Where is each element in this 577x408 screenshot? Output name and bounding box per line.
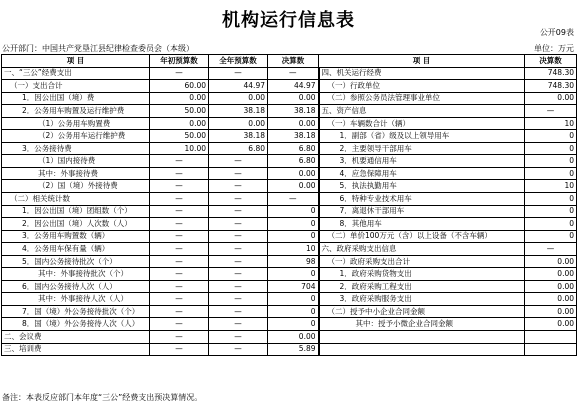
- final-amount-cell: 6.80: [268, 142, 319, 155]
- right-final-amount-cell: —: [525, 105, 577, 118]
- right-final-amount-cell: 748.30: [525, 80, 577, 93]
- initial-budget-cell: —: [150, 331, 209, 344]
- final-amount-cell: 98: [268, 255, 319, 268]
- final-amount-cell: 6.80: [268, 155, 319, 168]
- table-row: [2, 255, 577, 268]
- right-final-amount-cell: 0.00: [525, 268, 577, 281]
- initial-budget-cell: —: [150, 167, 209, 180]
- left-item-cell: 3．公务接待费: [2, 142, 150, 155]
- right-final-amount-cell: 0.00: [525, 318, 577, 331]
- left-item-cell: 8．国（境）外公务接待人次（人）: [2, 318, 150, 331]
- right-item-cell: （一）车辆数合计（辆）: [319, 117, 525, 130]
- table-header-row: [2, 55, 577, 68]
- table-row: [2, 67, 577, 80]
- table-row: [2, 305, 577, 318]
- initial-budget-cell: —: [150, 268, 209, 281]
- left-item-cell: 二、会议费: [2, 331, 150, 344]
- table-row: [2, 130, 577, 143]
- right-item-cell: 3．政府采购服务支出: [319, 293, 525, 306]
- right-item-cell: 五、资产信息: [319, 105, 525, 118]
- initial-budget-cell: —: [150, 193, 209, 206]
- table-row: [2, 280, 577, 293]
- final-amount-cell: 0: [268, 318, 319, 331]
- final-amount-cell: 0.00: [268, 180, 319, 193]
- final-amount-cell: 0.00: [268, 331, 319, 344]
- left-item-cell: （一）支出合计: [2, 80, 150, 93]
- right-item-cell: 其中：授予小微企业合同金额: [319, 318, 525, 331]
- annual-budget-cell: —: [209, 205, 268, 218]
- left-item-cell: 其中：外事接待批次（个）: [2, 268, 150, 281]
- right-item-cell: （一）行政单位: [319, 80, 525, 93]
- initial-budget-cell: 60.00: [150, 80, 209, 93]
- final-amount-cell: —: [268, 67, 319, 80]
- unit-name-label: 公开部门：中国共产党垦江县纪律检查委员会（本级）: [2, 44, 194, 53]
- table-row: [2, 80, 577, 93]
- initial-budget-cell: —: [150, 343, 209, 356]
- final-amount-cell: 0.00: [268, 167, 319, 180]
- table-row: [2, 105, 577, 118]
- left-item-cell: 一、“三公”经费支出: [2, 67, 150, 80]
- annual-budget-cell: —: [209, 243, 268, 256]
- left-item-cell: 1．因公出国（境）费: [2, 92, 150, 105]
- right-final-amount-cell: —: [525, 243, 577, 256]
- right-final-amount-cell: 0.00: [525, 305, 577, 318]
- table-row: [2, 293, 577, 306]
- annual-budget-cell: —: [209, 155, 268, 168]
- annual-budget-cell: —: [209, 193, 268, 206]
- annual-budget-cell: —: [209, 293, 268, 306]
- right-item-cell: 1．政府采购货物支出: [319, 268, 525, 281]
- annual-budget-cell: —: [209, 67, 268, 80]
- initial-budget-cell: —: [150, 218, 209, 231]
- table-row: [2, 205, 577, 218]
- final-amount-cell: —: [268, 193, 319, 206]
- right-final-amount-cell: 0: [525, 205, 577, 218]
- initial-budget-cell: 10.00: [150, 142, 209, 155]
- left-item-cell: 7．国（境）外公务接待批次（个）: [2, 305, 150, 318]
- left-item-cell: 5．国内公务接待批次（个）: [2, 255, 150, 268]
- right-item-cell: 8．其他用车: [319, 218, 525, 231]
- page-title: 机构运行信息表: [222, 10, 355, 31]
- right-final-amount-cell: 0.00: [525, 293, 577, 306]
- final-amount-cell: 0: [268, 293, 319, 306]
- annual-budget-cell: 0.00: [209, 117, 268, 130]
- table-row: [2, 218, 577, 231]
- annual-budget-cell: —: [209, 331, 268, 344]
- table-row: [2, 155, 577, 168]
- final-amount-cell: 44.97: [268, 80, 319, 93]
- right-final-amount-cell: 10: [525, 117, 577, 130]
- header-item-right: 项 目: [319, 55, 525, 68]
- report-body: [2, 67, 577, 356]
- left-item-cell: 2．因公出国（境）人次数（人）: [2, 218, 150, 231]
- right-item-cell: 5．执法执勤用车: [319, 180, 525, 193]
- right-item-cell: 2．政府采购工程支出: [319, 280, 525, 293]
- form-id-label: 公开09表: [539, 28, 574, 37]
- table-row: [2, 167, 577, 180]
- initial-budget-cell: 50.00: [150, 105, 209, 118]
- initial-budget-cell: —: [150, 205, 209, 218]
- annual-budget-cell: —: [209, 280, 268, 293]
- left-item-cell: 1．因公出国（境）团组数（个）: [2, 205, 150, 218]
- left-item-cell: （2）国（境）外接待费: [2, 180, 150, 193]
- annual-budget-cell: —: [209, 255, 268, 268]
- initial-budget-cell: —: [150, 67, 209, 80]
- right-final-amount-cell: 0: [525, 155, 577, 168]
- initial-budget-cell: —: [150, 280, 209, 293]
- right-item-cell: （一）政府采购支出合计: [319, 255, 525, 268]
- right-final-amount-cell: 0: [525, 218, 577, 231]
- right-final-amount-cell: 0: [525, 230, 577, 243]
- table-row: [2, 117, 577, 130]
- final-amount-cell: 5.89: [268, 343, 319, 356]
- initial-budget-cell: 50.00: [150, 130, 209, 143]
- final-amount-cell: 0.00: [268, 92, 319, 105]
- right-item-cell: [319, 343, 525, 356]
- initial-budget-cell: —: [150, 230, 209, 243]
- initial-budget-cell: 0.00: [150, 117, 209, 130]
- left-item-cell: （1）国内接待费: [2, 155, 150, 168]
- initial-budget-cell: —: [150, 243, 209, 256]
- table-row: [2, 331, 577, 344]
- header-item-left: 项 目: [2, 55, 150, 68]
- annual-budget-cell: —: [209, 268, 268, 281]
- final-amount-cell: 0: [268, 218, 319, 231]
- annual-budget-cell: —: [209, 318, 268, 331]
- left-item-cell: （二）相关统计数: [2, 193, 150, 206]
- left-item-cell: （2）公务用车运行维护费: [2, 130, 150, 143]
- initial-budget-cell: —: [150, 155, 209, 168]
- header-final-right: 决算数: [525, 55, 577, 68]
- right-final-amount-cell: 0.00: [525, 280, 577, 293]
- initial-budget-cell: —: [150, 305, 209, 318]
- left-item-cell: 其中：外事接待人次（人）: [2, 293, 150, 306]
- annual-budget-cell: 38.18: [209, 130, 268, 143]
- left-item-cell: 4．公务用车保有量（辆）: [2, 243, 150, 256]
- right-final-amount-cell: 0: [525, 130, 577, 143]
- right-final-amount-cell: [525, 331, 577, 344]
- left-item-cell: 3．公务用车购置数（辆）: [2, 230, 150, 243]
- initial-budget-cell: —: [150, 318, 209, 331]
- final-amount-cell: 38.18: [268, 130, 319, 143]
- final-amount-cell: 0: [268, 205, 319, 218]
- annual-budget-cell: —: [209, 218, 268, 231]
- right-item-cell: 六、政府采购支出信息: [319, 243, 525, 256]
- right-final-amount-cell: 0: [525, 167, 577, 180]
- annual-budget-cell: 38.18: [209, 105, 268, 118]
- right-item-cell: （二）单价100万元（含）以上设备（不含车辆）: [319, 230, 525, 243]
- initial-budget-cell: 0.00: [150, 92, 209, 105]
- right-final-amount-cell: 10: [525, 180, 577, 193]
- final-amount-cell: 10: [268, 243, 319, 256]
- table-row: [2, 243, 577, 256]
- right-final-amount-cell: 0: [525, 193, 577, 206]
- right-item-cell: （二）授予中小企业合同金额: [319, 305, 525, 318]
- right-item-cell: 4．应急保障用车: [319, 167, 525, 180]
- annual-budget-cell: —: [209, 167, 268, 180]
- annual-budget-cell: —: [209, 305, 268, 318]
- table-row: [2, 230, 577, 243]
- annual-budget-cell: —: [209, 343, 268, 356]
- report-table: [1, 54, 577, 356]
- final-amount-cell: 0: [268, 305, 319, 318]
- table-row: [2, 318, 577, 331]
- table-row: [2, 142, 577, 155]
- final-amount-cell: 0.00: [268, 117, 319, 130]
- footnote: 备注：本表反应部门本年度“三公”经费支出预决算情况。: [2, 393, 203, 402]
- right-item-cell: 1．副部（省）级及以上领导用车: [319, 130, 525, 143]
- right-item-cell: （二）参照公务员法管理事业单位: [319, 92, 525, 105]
- right-final-amount-cell: [525, 343, 577, 356]
- right-final-amount-cell: 0.00: [525, 255, 577, 268]
- header-initial-budget: 年初预算数: [150, 55, 209, 68]
- annual-budget-cell: 6.80: [209, 142, 268, 155]
- header-final-left: 决算数: [268, 55, 319, 68]
- final-amount-cell: 704: [268, 280, 319, 293]
- final-amount-cell: 0: [268, 230, 319, 243]
- initial-budget-cell: —: [150, 255, 209, 268]
- right-item-cell: 2．主要领导干部用车: [319, 142, 525, 155]
- right-final-amount-cell: 0.00: [525, 92, 577, 105]
- right-item-cell: 6．特种专业技术用车: [319, 193, 525, 206]
- right-final-amount-cell: 748.30: [525, 67, 577, 80]
- left-item-cell: 三、培训费: [2, 343, 150, 356]
- annual-budget-cell: 0.00: [209, 92, 268, 105]
- right-item-cell: 四、机关运行经费: [319, 67, 525, 80]
- table-row: [2, 268, 577, 281]
- left-item-cell: 其中：外事接待费: [2, 167, 150, 180]
- right-item-cell: [319, 331, 525, 344]
- left-item-cell: 2．公务用车购置及运行维护费: [2, 105, 150, 118]
- annual-budget-cell: 44.97: [209, 80, 268, 93]
- initial-budget-cell: —: [150, 293, 209, 306]
- table-row: [2, 180, 577, 193]
- annual-budget-cell: —: [209, 180, 268, 193]
- table-row: [2, 92, 577, 105]
- table-row: [2, 343, 577, 356]
- left-item-cell: （1）公务用车购置费: [2, 117, 150, 130]
- unit-label: 单位：万元: [534, 44, 574, 53]
- annual-budget-cell: —: [209, 230, 268, 243]
- initial-budget-cell: —: [150, 180, 209, 193]
- table-row: [2, 193, 577, 206]
- final-amount-cell: 0: [268, 268, 319, 281]
- right-final-amount-cell: 0: [525, 142, 577, 155]
- header-annual-budget: 全年预算数: [209, 55, 268, 68]
- left-item-cell: 6．国内公务接待人次（人）: [2, 280, 150, 293]
- right-item-cell: 3．机要通信用车: [319, 155, 525, 168]
- final-amount-cell: 38.18: [268, 105, 319, 118]
- right-item-cell: 7．离退休干部用车: [319, 205, 525, 218]
